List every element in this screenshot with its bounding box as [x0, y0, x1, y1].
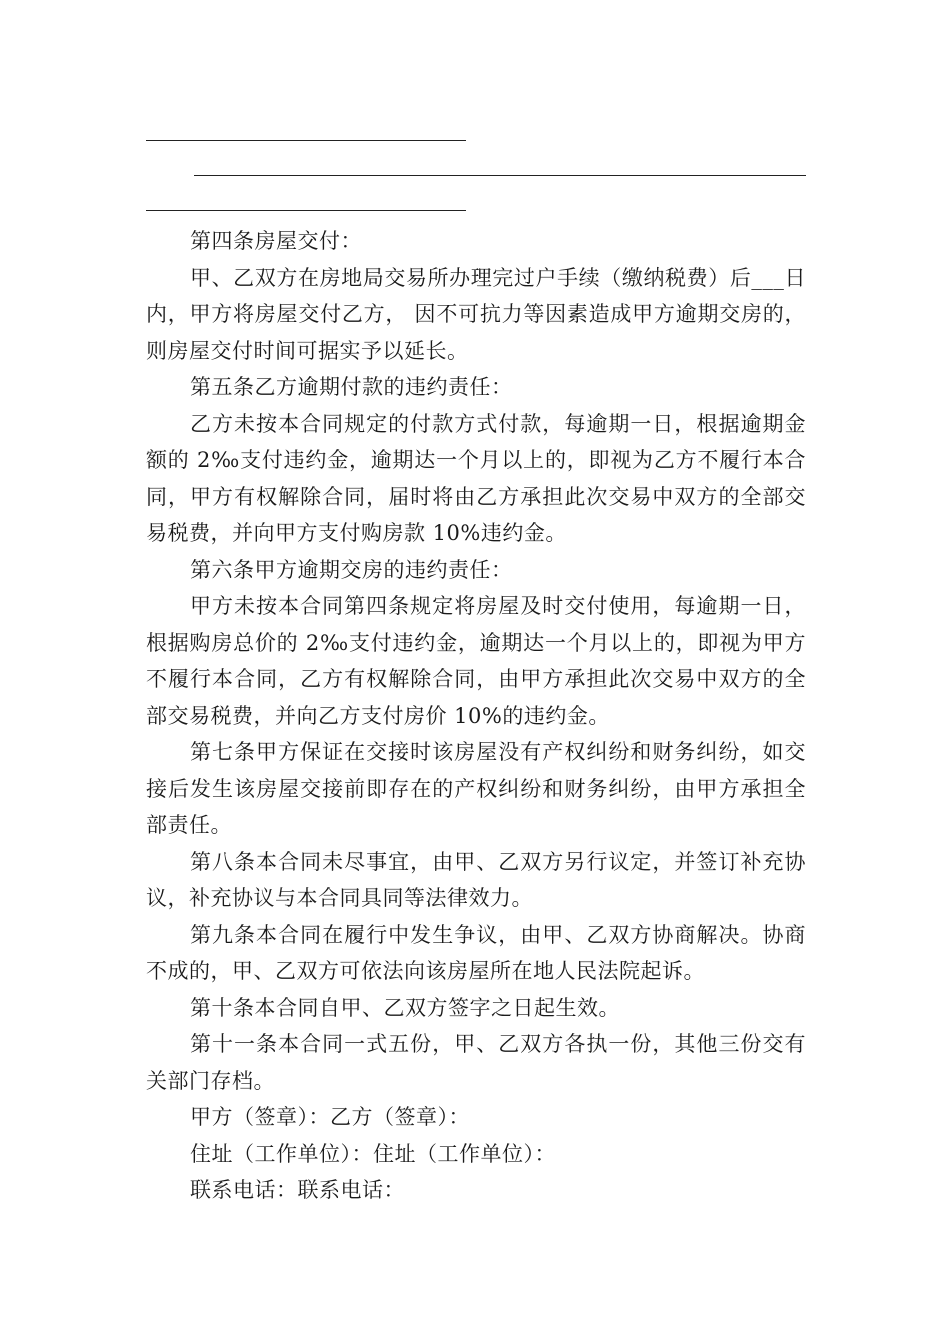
clause-8-text: 第八条本合同未尽事宜，由甲、乙双方另行议定，并签订补充协议，补充协议与本合同具同等法律效力。	[146, 849, 806, 910]
clause-6-heading: 第六条甲方逾期交房的违约责任：	[190, 557, 513, 582]
clause-4-text: 甲、乙双方在房地局交易所办理完过户手续（缴纳税费）后___日内，甲方将房屋交付乙方， 因不可抗力等因素造成甲方逾期交房的，则房屋交付时间可据实予以延长。	[146, 265, 806, 363]
blank-line	[146, 140, 466, 141]
clause-7-text: 第七条甲方保证在交接时该房屋没有产权纠纷和财务纠纷，如交接后发生该房屋交接前即存在的产权纠纷和财务纠纷，由甲方承担全部责任。	[146, 740, 806, 837]
clause-5-text: 乙方未按本合同规定的付款方式付款，每逾期一日，根据逾期金额的 2‰支付违约金，逾期达一个月以上的，即视为乙方不履行本合同，甲方有权解除合同，届时将由乙方承担此次交易中双方的全部交易税费，并向甲方支付购房款 10%违约金。	[146, 411, 806, 545]
clause-11-text: 第十一条本合同一式五份，甲、乙双方各执一份，其他三份交有关部门存档。	[146, 1032, 806, 1093]
phone-line: 联系电话：联系电话：	[190, 1178, 405, 1202]
clause-4-heading: 第四条房屋交付：	[190, 229, 362, 253]
clause-5-heading: 第五条乙方逾期付款的违约责任：	[190, 375, 513, 399]
address-line: 住址（工作单位）：住址（工作单位）：	[190, 1141, 556, 1166]
clause-6-text: 甲方未按本合同第四条规定将房屋及时交付使用，每逾期一日，根据购房总价的 2‰支付违约金，逾期达一个月以上的，即视为甲方不履行本合同，乙方有权解除合同，由甲方承担此次交易中双方的全部交易税费，并向乙方支付房价 10%的违约金。	[146, 594, 806, 728]
contract-body	[146, 223, 806, 1209]
signature-line: 甲方（签章）：乙方（签章）：	[190, 1105, 470, 1129]
document-page	[146, 118, 806, 1209]
clause-10-text: 第十条本合同自甲、乙双方签字之日起生效。	[190, 995, 620, 1020]
blank-line	[146, 210, 466, 211]
blank-line	[194, 175, 806, 176]
clause-9-text: 第九条本合同在履行中发生争议，由甲、乙双方协商解决。协商不成的，甲、乙双方可依法向该房屋所在地人民法院起诉。	[146, 922, 806, 983]
